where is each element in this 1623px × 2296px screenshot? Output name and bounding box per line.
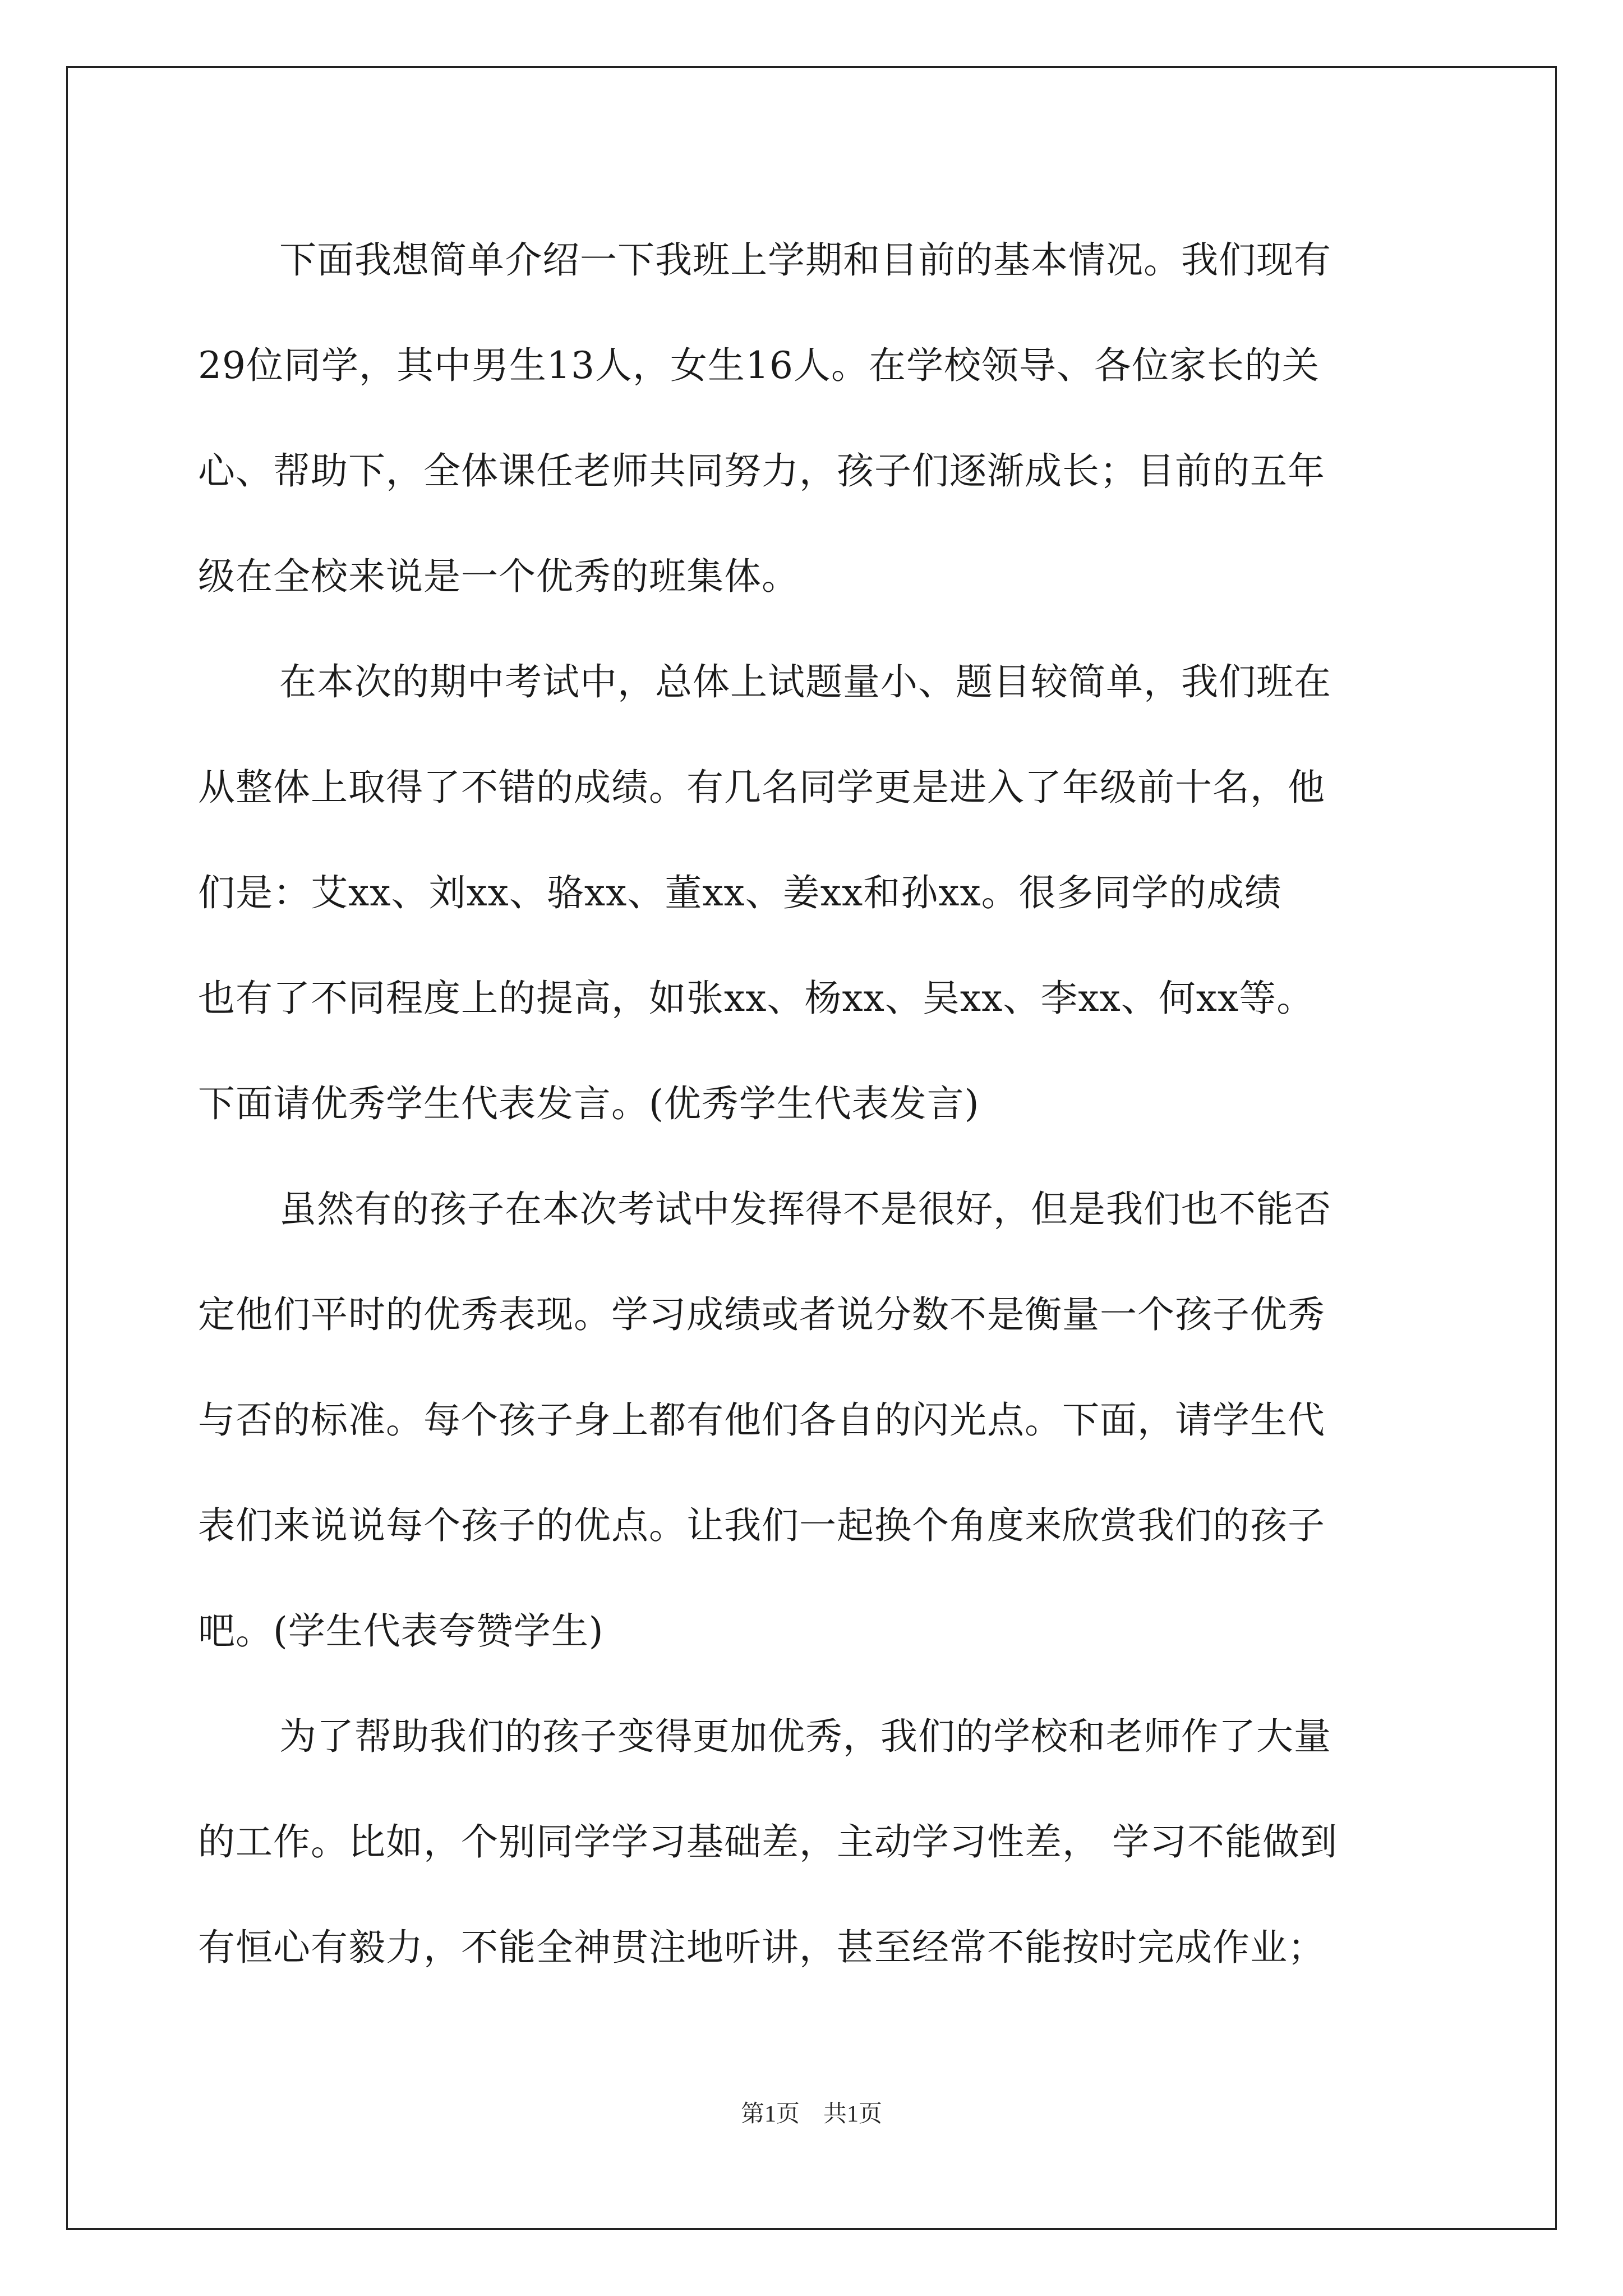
paragraph-3-line-1: 虽然有的孩子在本次考试中发挥得不是很好，但是我们也不能否 [279, 1188, 1331, 1231]
paragraph-1-line-2: 29位同学，其中男生13人，女生16人。在学校领导、各位家长的关 [198, 344, 1320, 387]
paragraph-2-line-3: 们是：艾xx、刘xx、骆xx、董xx、姜xx和孙xx。很多同学的成绩 [198, 871, 1282, 914]
paragraph-1-line-3: 心、帮助下，全体课任老师共同努力，孩子们逐渐成长；目前的五年 [198, 449, 1325, 493]
page-footer: 第1页 共1页 [740, 2101, 882, 2127]
paragraph-3-line-2: 定他们平时的优秀表现。学习成绩或者说分数不是衡量一个孩子优秀 [198, 1293, 1325, 1336]
paragraph-2-line-4: 也有了不同程度上的提高，如张xx、杨xx、吴xx、李xx、何xx等。 [198, 977, 1315, 1020]
paragraph-4-line-1: 为了帮助我们的孩子变得更加优秀，我们的学校和老师作了大量 [279, 1715, 1331, 1758]
paragraph-4-line-3: 有恒心有毅力，不能全神贯注地听讲，甚至经常不能按时完成作业； [198, 1926, 1325, 1969]
paragraph-2-line-2: 从整体上取得了不错的成绩。有几名同学更是进入了年级前十名，他 [198, 766, 1325, 809]
paragraph-3-line-4: 表们来说说每个孩子的优点。让我们一起换个角度来欣赏我们的孩子 [198, 1504, 1325, 1547]
paragraph-2-line-5: 下面请优秀学生代表发言。(优秀学生代表发言) [198, 1082, 980, 1125]
paragraph-1-line-4: 级在全校来说是一个优秀的班集体。 [198, 555, 799, 598]
paragraph-3-line-5: 吧。(学生代表夸赞学生) [198, 1609, 604, 1653]
paragraph-3-line-3: 与否的标准。每个孩子身上都有他们各自的闪光点。下面，请学生代 [198, 1398, 1325, 1442]
paragraph-2-line-1: 在本次的期中考试中，总体上试题量小、题目较简单，我们班在 [279, 660, 1331, 703]
paragraph-4-line-2: 的工作。比如，个别同学学习基础差，主动学习性差， 学习不能做到 [198, 1820, 1338, 1864]
paragraph-1-line-1: 下面我想简单介绍一下我班上学期和目前的基本情况。我们现有 [279, 238, 1331, 282]
document-body [198, 208, 1449, 2000]
